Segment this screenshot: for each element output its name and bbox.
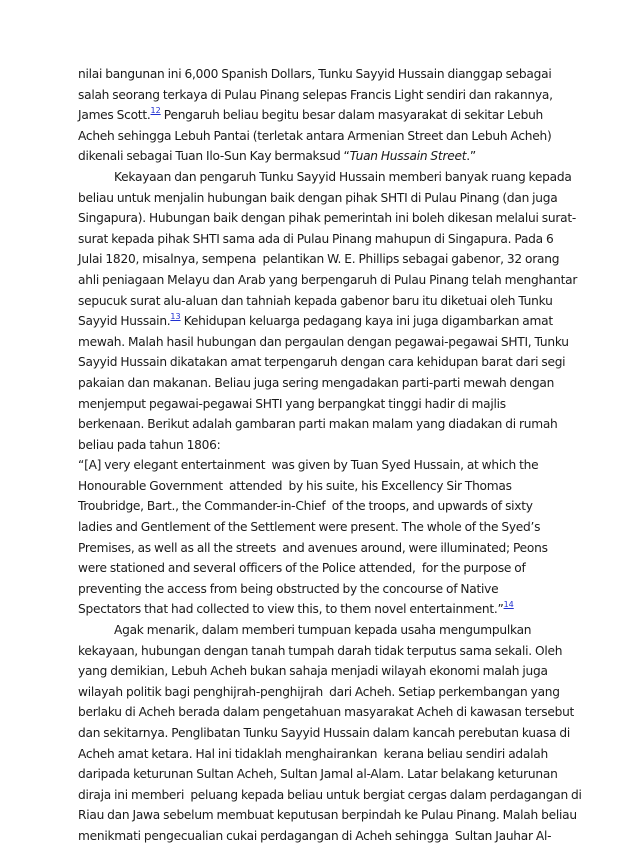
text-line <box>78 785 582 806</box>
text-line <box>78 661 568 682</box>
text-segment: Kekayaan dan pengaruh Tunku Sayyid Hussain memberi banyak ruang kepada <box>114 169 572 184</box>
body-text <box>78 64 582 847</box>
text-line <box>78 826 568 847</box>
text-segment: Agak menarik, dalam memberi tumpuan kepada usaha mengumpulkan <box>114 623 532 638</box>
text-line <box>78 249 568 270</box>
text-line <box>78 455 568 476</box>
text-line <box>78 764 568 785</box>
text-segment: kekayaan, hubungan dengan tanah tumpah darah tidak terputus sama sekali. Oleh <box>78 643 563 658</box>
text-line <box>78 105 568 126</box>
text-segment: salah seorang terkaya di Pulau Pinang selepas Francis Light sendiri dan rakannya, <box>78 87 553 102</box>
text-segment: Acheh sehingga Lebuh Pantai (terletak antara Armenian Street dan Lebuh Acheh) <box>78 128 552 143</box>
text-segment: beliau untuk menjalin hubungan baik dengan pihak SHTI di Pulau Pinang (dan juga <box>78 190 558 205</box>
text-line <box>78 64 568 85</box>
text-segment: preventing the access from being obstructed by the concourse of Native <box>78 581 499 596</box>
text-segment: Spectators that had collected to view this, to them novel entertainment.” <box>78 602 504 617</box>
text-line <box>78 291 568 312</box>
text-line <box>78 394 568 415</box>
text-line <box>78 538 568 559</box>
text-line <box>78 579 568 600</box>
text-line <box>78 558 568 579</box>
text-line <box>78 188 568 209</box>
text-segment: mewah. Malah hasil hubungan dan pergaulan dengan pegawai-pegawai SHTI, Tunku <box>78 334 569 349</box>
text-line <box>78 476 568 497</box>
text-segment: James Scott. <box>78 108 151 123</box>
text-segment: Premises, as well as all the streets and avenues around, were illuminated; Peons <box>78 540 548 555</box>
text-segment: diraja ini memberi peluang kepada beliau untuk bergiat cergas dalam perdagangan di <box>78 787 582 802</box>
text-segment: .” <box>466 149 476 164</box>
text-segment: Pengaruh beliau begitu besar dalam masyarakat di sekitar Lebuh <box>160 108 544 123</box>
footnote-ref-link[interactable]: 14 <box>503 600 514 610</box>
text-segment: Riau dan Jawa sebelum membuat keputusan berpindah ke Pulau Pinang. Malah beliau <box>78 808 577 823</box>
text-segment: Singapura). Hubungan baik dengan pihak pemerintah ini boleh dikesan melalui surat- <box>78 211 577 226</box>
text-segment: dan sekitarnya. Penglibatan Tunku Sayyid Hussain dalam kancah perebutan kuasa di <box>78 726 571 740</box>
text-line <box>78 682 568 703</box>
text-line <box>78 146 568 167</box>
text-segment: Julai 1820, misalnya, sempena pelantikan W. E. Phillips sebagai gabenor, 32 orang <box>78 252 560 267</box>
text-segment: berlaku di Acheh berada dalam pengetahuan masyarakat Acheh di kawasan tersebut <box>78 705 575 720</box>
text-line <box>78 208 577 229</box>
text-segment: surat kepada pihak SHTI sama ada di Pulau Pinang mahupun di Singapura. Pada 6 <box>78 231 554 246</box>
text-line <box>78 620 568 641</box>
text-line <box>78 517 568 538</box>
text-line <box>78 167 572 188</box>
text-line <box>78 373 568 394</box>
text-segment: ladies and Gentlement of the Settlement were present. The whole of the Syed’s <box>78 520 541 535</box>
footnote-ref-link[interactable]: 13 <box>170 312 181 322</box>
text-line <box>78 85 568 106</box>
text-segment: pakaian dan makanan. Beliau juga sering mengadakan parti-parti mewah dengan <box>78 375 555 390</box>
text-line <box>78 332 568 353</box>
text-segment: ahli peniagaan Melayu dan Arab yang berpengaruh di Pulau Pinang telah menghantar <box>78 272 578 287</box>
text-segment: Acheh amat ketara. Hal ini tidaklah menghairankan kerana beliau sendiri adalah <box>78 746 548 761</box>
text-segment: menjemput pegawai-pegawai SHTI yang berpangkat tinggi hadir di majlis <box>78 396 506 411</box>
text-segment: menikmati pengecualian cukai perdagangan di Acheh sehingga Sultan Jauhar Al- <box>78 828 552 843</box>
footnote-ref-link[interactable]: 12 <box>150 106 161 116</box>
text-line <box>78 723 571 744</box>
text-segment: sepucuk surat alu-aluan dan tahniah kepada gabenor baru itu diketuai oleh Tunku <box>78 293 553 308</box>
text-line <box>78 641 568 662</box>
text-line <box>78 702 575 723</box>
text-line <box>78 352 568 373</box>
text-segment: dikenali sebagai Tuan Ilo-Sun Kay bermaksud “ <box>78 149 350 164</box>
text-line <box>78 599 568 620</box>
text-line <box>78 414 568 435</box>
text-line <box>78 270 578 291</box>
text-segment: berkenaan. Berikut adalah gambaran parti makan malam yang diadakan di rumah <box>78 417 558 432</box>
text-line <box>78 496 568 517</box>
text-segment: “[A] very elegant entertainment was given by Tuan Syed Hussain, at which the <box>78 458 539 473</box>
text-segment: daripada keturunan Sultan Acheh, Sultan Jamal al-Alam. Latar belakang keturunan <box>78 767 558 782</box>
text-segment: Sayyid Hussain dikatakan amat terpengaruh dengan cara kehidupan barat dari segi <box>78 355 566 370</box>
text-segment: Honourable Government attended by his suite, his Excellency Sir Thomas <box>78 478 512 493</box>
italic-text: Tuan Hussain Street <box>349 149 467 164</box>
text-line <box>78 435 568 456</box>
text-segment: yang demikian, Lebuh Acheh bukan sahaja menjadi wilayah ekonomi malah juga <box>78 664 548 679</box>
text-segment: beliau pada tahun 1806: <box>78 437 221 452</box>
text-segment: Troubridge, Bart., the Commander-in-Chief of the troops, and upwards of sixty <box>78 499 533 514</box>
text-segment: Kehidupan keluarga pedagang kaya ini juga digambarkan amat <box>180 314 553 329</box>
text-line <box>78 744 568 765</box>
text-segment: were stationed and several officers of the Police attended, for the purpose of <box>78 561 526 576</box>
text-segment: Sayyid Hussain. <box>78 314 171 329</box>
text-line <box>78 311 568 332</box>
text-line <box>78 126 568 147</box>
text-segment: wilayah politik bagi penghijrah-penghijrah dari Acheh. Setiap perkembangan yang <box>78 684 560 699</box>
text-segment: nilai bangunan ini 6,000 Spanish Dollars, Tunku Sayyid Hussain dianggap sebagai <box>78 67 552 81</box>
text-line <box>78 229 568 250</box>
text-line <box>78 805 577 826</box>
